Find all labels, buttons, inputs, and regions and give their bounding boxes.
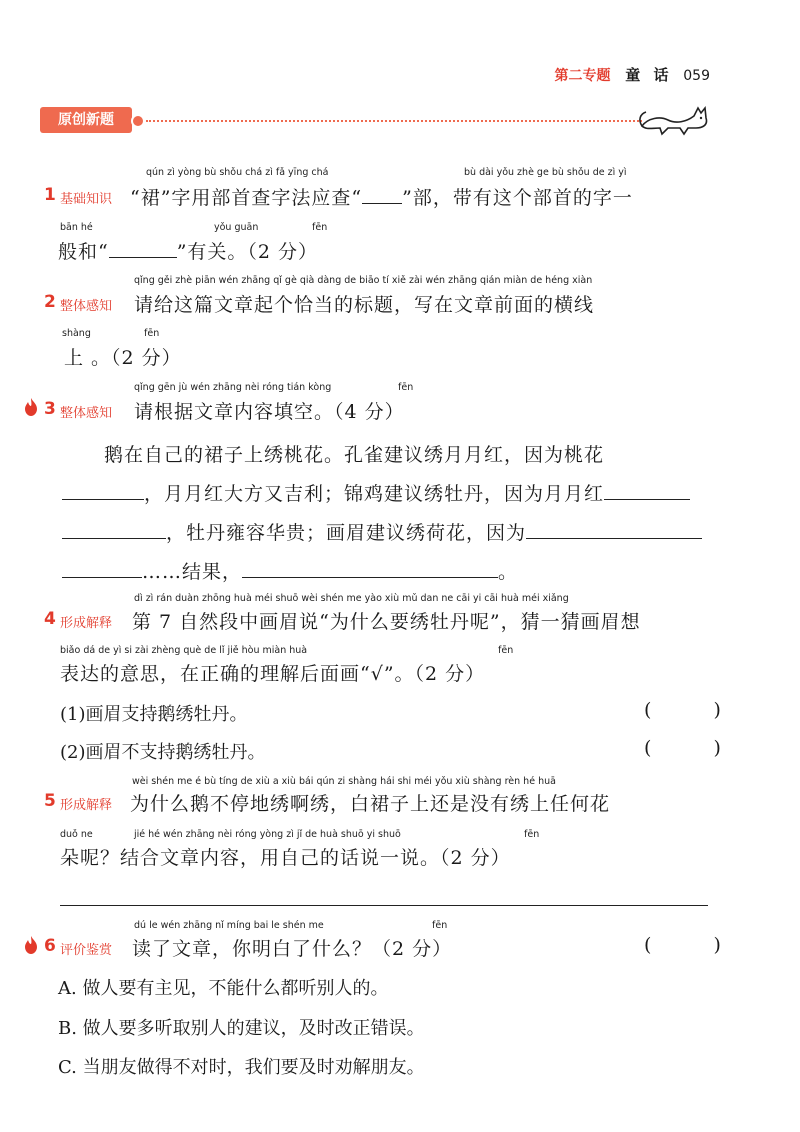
q1-blank-2[interactable] bbox=[109, 256, 177, 258]
q1-pinyin-2a: bān hé bbox=[60, 222, 93, 233]
q3-blank-2[interactable] bbox=[604, 498, 690, 500]
q3-para-1: 鹅在自己的裙子上绣桃花。孔雀建议绣月月红，因为桃花 bbox=[104, 444, 605, 466]
q5-pinyin-2c: fēn bbox=[524, 829, 540, 840]
q6-pinyin-1b: fēn bbox=[432, 920, 448, 931]
q3-para-line-4 bbox=[62, 557, 518, 584]
q4-text-1: 第 7 自然段中画眉说“为什么要绣牡丹呢”，猜一猜画眉想 bbox=[132, 611, 641, 633]
q4-answer-paren-1[interactable]: ( ) bbox=[644, 699, 749, 721]
q4-pinyin-1: dì zì rán duàn zhōng huà méi shuō wèi shén me yào xiù mǔ dan ne cāi yi cāi huà méi xiǎng bbox=[134, 593, 569, 604]
q4-text-2: 表达的意思，在正确的理解后面画“√”。（2 分） bbox=[60, 663, 486, 685]
q3-blank-3[interactable] bbox=[62, 537, 166, 539]
q4-tag: 形成解释 bbox=[60, 616, 113, 631]
q3-para-2: ，月月红大方又吉利；锦鸡建议绣牡丹，因为月月红 bbox=[144, 483, 605, 505]
q3-para-4b: 。 bbox=[498, 561, 519, 583]
q4-option-2: (2)画眉不支持鹅绣牡丹。 bbox=[60, 742, 266, 763]
q2-number: 2 bbox=[44, 292, 56, 312]
q2-pinyin-2b: fēn bbox=[144, 328, 160, 339]
q1-line-2 bbox=[58, 237, 318, 264]
q5-text-2: 朵呢？结合文章内容，用自己的话说一说。（2 分） bbox=[60, 847, 511, 869]
q3-pinyin-1b: fēn bbox=[398, 382, 414, 393]
q1-pinyin-2b: yǒu guān bbox=[214, 222, 259, 233]
q3-para-line-2 bbox=[62, 479, 690, 506]
q3-blank-1[interactable] bbox=[62, 498, 144, 500]
q3-tag: 整体感知 bbox=[60, 406, 113, 421]
q1-pinyin-1: qún zì yòng bù shǒu chá zì fǎ yīng chá bbox=[146, 167, 329, 178]
topic-label: 第二专题 bbox=[554, 68, 611, 84]
q1-text-2a: 般和“ bbox=[58, 241, 109, 263]
q2-text-1: 请给这篇文章起个恰当的标题，写在文章前面的横线 bbox=[134, 294, 595, 316]
q5-pinyin-2a: duǒ ne bbox=[60, 829, 93, 840]
q3-blank-4[interactable] bbox=[526, 537, 702, 539]
q1-text-1a: “裙”字用部首查字法应查“ bbox=[130, 187, 363, 209]
dotted-divider bbox=[146, 120, 642, 122]
q6-number: 6 bbox=[44, 936, 56, 956]
flame-icon bbox=[24, 936, 38, 954]
q3-para-line-3 bbox=[62, 518, 702, 545]
cat-icon bbox=[638, 96, 718, 136]
q4-pinyin-2b: fēn bbox=[498, 645, 514, 656]
q3-text-1: 请根据文章内容填空。（4 分） bbox=[134, 401, 405, 423]
q3-pinyin-1: qǐng gēn jù wén zhāng nèi róng tián kòng bbox=[134, 382, 332, 393]
q3-blank-5[interactable] bbox=[62, 576, 142, 578]
page-header bbox=[554, 64, 710, 85]
section-banner: 原创新题 bbox=[40, 107, 132, 133]
q4-pinyin-2: biǎo dá de yì si zài zhèng què de lǐ jiě hòu miàn huà bbox=[60, 645, 308, 656]
q2-text-2: 上 。（2 分） bbox=[64, 347, 182, 369]
q2-pinyin-1: qǐng gěi zhè piān wén zhāng qǐ gè qià dàng de biāo tí xiě zài wén zhāng qián miàn de héng xiàn bbox=[134, 275, 593, 286]
q1-tag: 基础知识 bbox=[60, 192, 113, 207]
q4-option-1: (1)画眉支持鹅绣牡丹。 bbox=[60, 704, 248, 725]
banner-dot bbox=[131, 114, 145, 128]
q1-text-2b: ”有关。（2 分） bbox=[176, 241, 319, 263]
q5-pinyin-2b: jié hé wén zhāng nèi róng yòng zì jǐ de huà shuō yi shuō bbox=[134, 829, 401, 840]
q5-text-1: 为什么鹅不停地绣啊绣，白裙子上还是没有绣上任何花 bbox=[130, 793, 611, 815]
q1-text-1b: ”部，带有这个部首的字一 bbox=[402, 187, 633, 209]
q6-pinyin-1: dú le wén zhāng nǐ míng bai le shén me bbox=[134, 920, 324, 931]
genre-label: 童 话 bbox=[625, 66, 673, 84]
q1-pinyin-2c: fēn bbox=[312, 222, 328, 233]
page-number: 059 bbox=[683, 68, 710, 84]
flame-icon bbox=[24, 398, 38, 416]
q6-option-c: C. 当朋友做得不对时，我们要及时劝解朋友。 bbox=[58, 1057, 425, 1078]
q1-number: 1 bbox=[44, 185, 56, 205]
q2-pinyin-2a: shàng bbox=[62, 328, 91, 339]
q5-answer-line[interactable] bbox=[60, 905, 708, 906]
q2-tag: 整体感知 bbox=[60, 299, 113, 314]
q3-number: 3 bbox=[44, 399, 56, 419]
q4-number: 4 bbox=[44, 609, 56, 629]
q6-option-a: A. 做人要有主见，不能什么都听别人的。 bbox=[58, 978, 389, 999]
q5-pinyin-1: wèi shén me é bù tíng de xiù a xiù bái qún zi shàng hái shi méi yǒu xiù shàng rèn hé huā bbox=[132, 776, 556, 787]
q6-answer-paren[interactable]: ( ) bbox=[644, 934, 749, 956]
q5-tag: 形成解释 bbox=[60, 798, 113, 813]
q6-text-1: 读了文章，你明白了什么？（2 分） bbox=[132, 938, 453, 960]
q1-blank-1[interactable] bbox=[362, 202, 402, 204]
q1-pinyin-1b: bù dài yǒu zhè ge bù shǒu de zì yì bbox=[464, 167, 627, 178]
q3-para-3: ，牡丹雍容华贵；画眉建议绣荷花，因为 bbox=[166, 522, 527, 544]
q6-option-b: B. 做人要多听取别人的建议，及时改正错误。 bbox=[58, 1018, 425, 1039]
q5-number: 5 bbox=[44, 791, 56, 811]
q1-line-1 bbox=[130, 183, 633, 210]
q3-para-4a: ……结果， bbox=[142, 561, 243, 583]
q3-blank-6[interactable] bbox=[242, 576, 498, 578]
q6-tag: 评价鉴赏 bbox=[60, 943, 113, 958]
q4-answer-paren-2[interactable]: ( ) bbox=[644, 737, 749, 759]
